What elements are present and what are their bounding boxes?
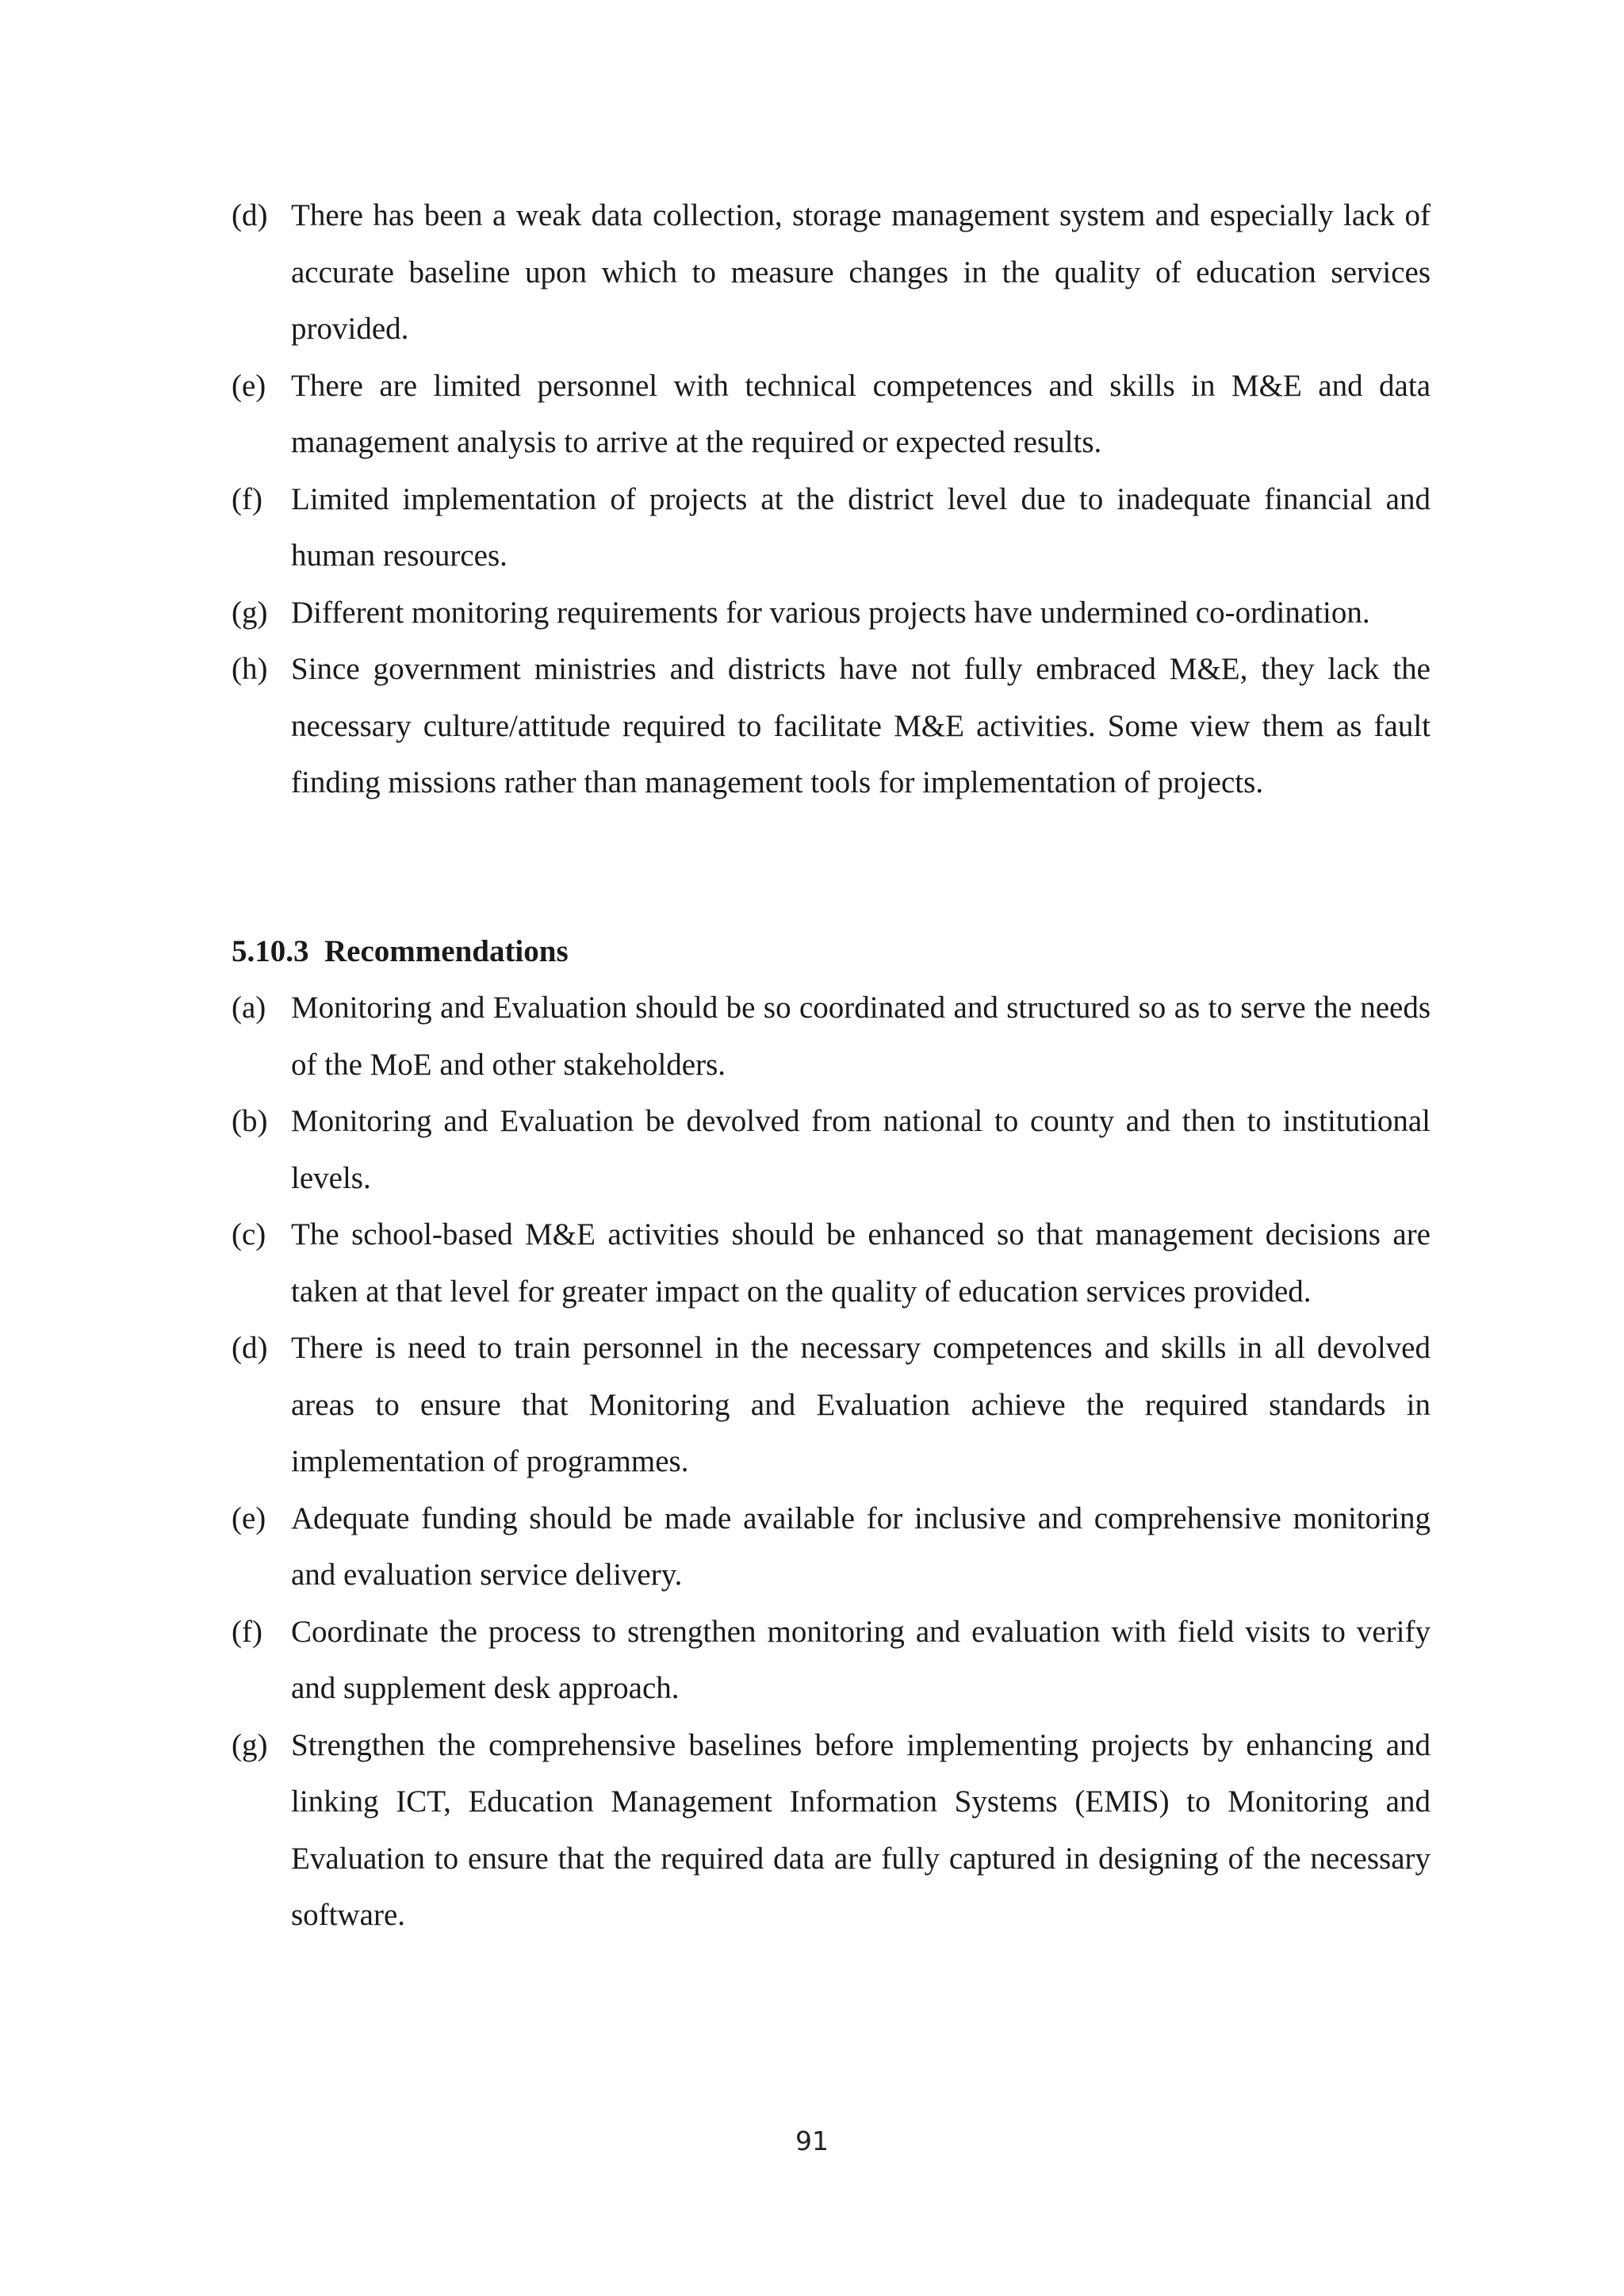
list-item-text: Monitoring and Evaluation be devolved from national to county and then to institutional levels. [291,1104,1431,1195]
list-item [232,1490,1431,1604]
list-item-text: Limited implementation of projects at the district level due to inadequate financial and human resources. [291,481,1431,573]
list-marker: (b) [232,1104,268,1138]
challenges-list [232,187,1431,811]
list-marker: (h) [232,652,268,686]
list-item [232,1093,1431,1206]
recommendations-list [232,979,1431,1944]
list-item [232,1717,1431,1944]
list-item [232,471,1431,585]
list-item [232,641,1431,811]
list-item-text: Different monitoring requirements for various projects have undermined co-ordination. [291,595,1370,630]
list-marker: (e) [232,1501,266,1535]
list-item [232,358,1431,471]
list-item-text: There is need to train personnel in the necessary competences and skills in all devolved areas to ensure that Monitoring and Evaluation achieve the required standards in implementation of programmes. [291,1331,1431,1478]
section-heading [232,923,569,980]
list-item-text: There are limited personnel with technical competences and skills in M&E and data management analysis to arrive at the required or expected results. [291,368,1431,459]
list-item-text: Strengthen the comprehensive baselines before implementing projects by enhancing and linking ICT, Education Management Information Systems (EMIS) to Monitoring and Evaluation to ensure that the required data are fully captured in designing of the necessary software. [291,1727,1431,1932]
list-item [232,187,1431,358]
page-number: 91 [795,2125,829,2156]
list-item [232,979,1431,1093]
section-number: 5.10.3 [232,934,309,968]
list-item-text: There has been a weak data collection, storage management system and especially lack of accurate baseline upon which to measure changes in the quality of education services provided. [291,198,1431,346]
section-title: Recommendations [324,934,569,968]
list-marker: (d) [232,1331,268,1365]
list-marker: (f) [232,481,262,516]
list-item-text: The school-based M&E activities should be enhanced so that management decisions are taken at that level for greater impact on the quality of education services provided. [291,1217,1431,1309]
list-item-text: Since government ministries and districts have not fully embraced M&E, they lack the necessary culture/attitude required to facilitate M&E activities. Some view them as fault finding missions rather than management tools for implementation of projects. [291,652,1431,799]
list-marker: (a) [232,991,266,1025]
list-item [232,585,1431,642]
list-marker: (c) [232,1217,266,1251]
list-marker: (g) [232,1727,268,1762]
list-item-text: Adequate funding should be made available for inclusive and comprehensive monitoring and evaluation service delivery. [291,1501,1431,1592]
list-item [232,1320,1431,1490]
list-item-text: Monitoring and Evaluation should be so coordinated and structured so as to serve the needs of the MoE and other stakeholders. [291,991,1431,1082]
list-item-text: Coordinate the process to strengthen monitoring and evaluation with field visits to verify and supplement desk approach. [291,1614,1431,1705]
list-marker: (d) [232,198,268,232]
list-marker: (f) [232,1614,262,1649]
list-item [232,1206,1431,1320]
list-item [232,1604,1431,1717]
list-marker: (g) [232,595,268,630]
list-marker: (e) [232,368,266,403]
